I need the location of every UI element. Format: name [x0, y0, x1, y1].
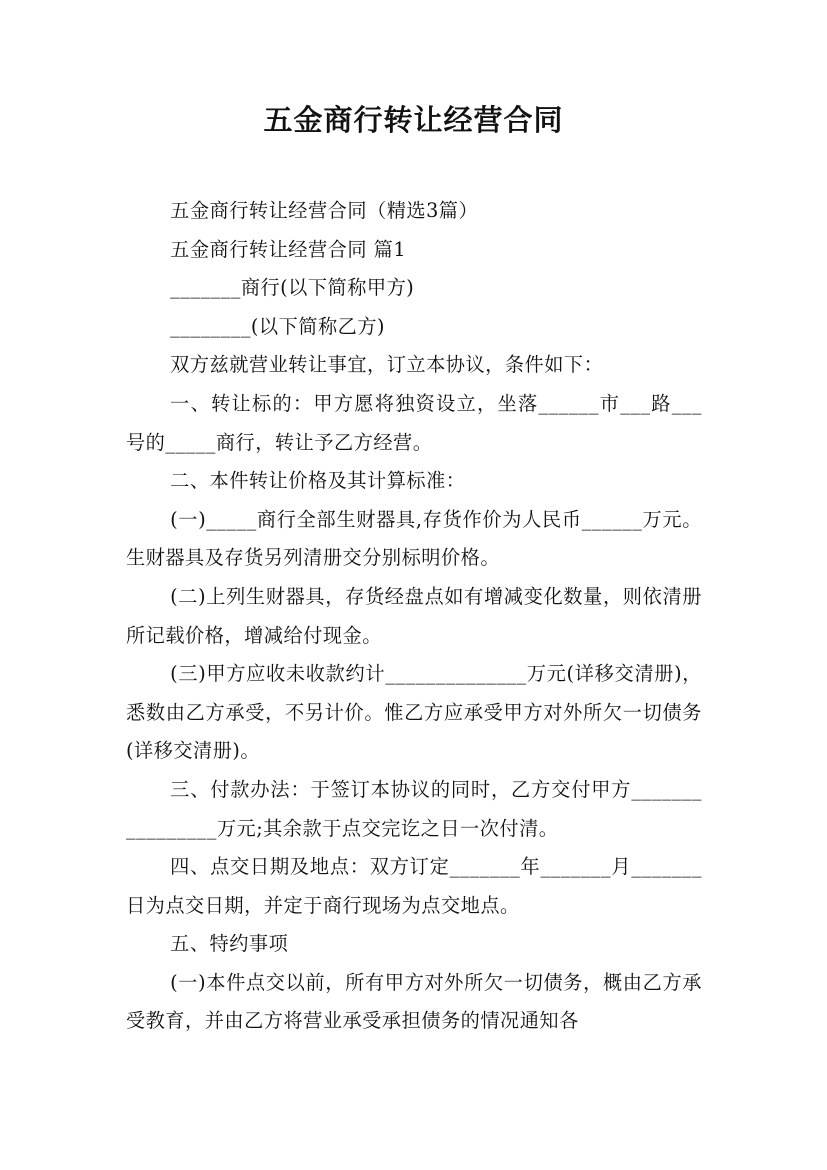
paragraph-subtitle: 五金商行转让经营合同（精选3篇） [170, 199, 479, 222]
paragraph-clause-2-2: (二)上列生财器具，存货经盘点如有增减变化数量，则依清册所记载价格，增减给付现金。 [126, 584, 702, 647]
paragraph-clause-2-1: (一)_____商行全部生财器具,存货作价为人民币______万元。生财器具及存货另列清册交分别标明价格。 [126, 507, 702, 570]
paragraph-clause-2-3: (三)甲方应收未收款约计______________万元(详移交清册)，悉数由乙方承受，不另计价。惟乙方应承受甲方对外所欠一切债务(详移交清册)。 [126, 662, 702, 763]
paragraph-clause-4: 四、点交日期及地点：双方订定_______年_______月_______日为点交日期，并定于商行现场为点交地点。 [126, 855, 702, 917]
paragraph-article-heading: 五金商行转让经营合同 篇1 [170, 237, 407, 261]
paragraph-clause-1: 一、转让标的：甲方愿将独资设立，坐落______市___路___号的_____商行，转让予乙方经营。 [126, 391, 702, 454]
paragraph-clause-5: 五、特约事项 [170, 932, 289, 956]
paragraph-clause-2: 二、本件转让价格及其计算标准： [170, 469, 466, 493]
paragraph-clause-3: 三、付款办法：于签订本协议的同时，乙方交付甲方________________万元;其余款于点交完讫之日一次付清。 [126, 777, 702, 840]
paragraph-clause-5-1: (一)本件点交以前，所有甲方对外所欠一切债务，概由乙方承受教育，并由乙方将营业承受承担债务的情况通知各 [126, 970, 702, 1033]
paragraph-intro: 双方兹就营业转让事宜，订立本协议，条件如下： [170, 353, 604, 377]
document-body [126, 192, 702, 1041]
document-title: 五金商行转让经营合同 [263, 103, 564, 137]
paragraph-party-b: ________(以下简称乙方) [170, 314, 386, 338]
paragraph-party-a: _______商行(以下简称甲方) [170, 276, 415, 300]
